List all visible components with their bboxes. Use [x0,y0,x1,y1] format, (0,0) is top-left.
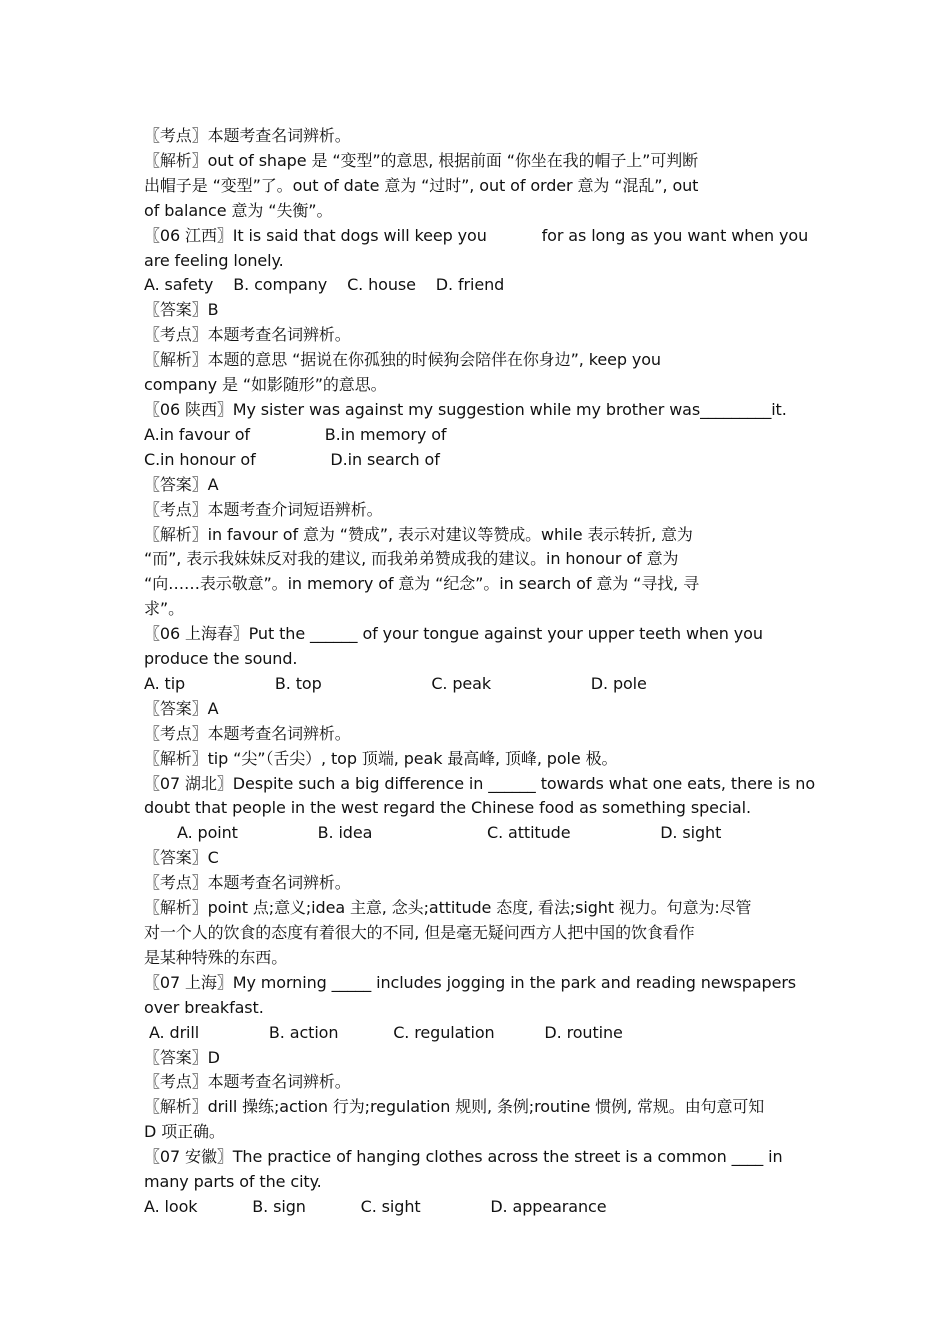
question-07-shanghai: 〖07 上海〗My morning _____ includes jogging in the park and reading newspapers [144,972,797,992]
answer-line: 〖答案〗A [144,698,219,718]
text-line: 对一个人的饮食的态度有着很大的不同, 但是毫无疑问西方人把中国的饮食看作 [144,923,695,942]
text-line: are feeling lonely. [144,250,284,270]
text-line: 出帽子是 “变型”了。out of date 意为 “过时”, out of order 意为 “混乱”, out [144,175,699,195]
text-line: 〖考点〗本题考查介词短语辨析。 [144,499,383,519]
options-line: A.in favour of B.in memory of [144,424,447,444]
text-line: D 项正确。 [144,1122,225,1142]
text-line: over breakfast. [144,997,264,1017]
text-line: 〖解析〗in favour of 意为 “赞成”, 表示对建议等赞成。while 表示转折, 意为 [144,524,693,544]
text-line: 〖考点〗本题考查名词辨析。 [144,1072,351,1092]
text-line: 〖解析〗本题的意思 “据说在你孤独的时候狗会陪伴在你身边”, keep you [144,350,661,370]
options-line: A. drill B. action C. regulation D. routine [144,1022,623,1042]
text-line: 〖解析〗out of shape 是 “变型”的意思, 根据前面 “你坐在我的帽子上”可判断 [144,150,699,170]
question-06-shaanxi: 〖06 陕西〗My sister was against my suggestion while my brother was_________it. [144,399,787,419]
text-line: of balance 意为 “失衡”。 [144,200,333,220]
text-line: company 是 “如影随形”的意思。 [144,375,387,395]
question-06-jiangxi: 〖06 江西〗It is said that dogs will keep you for as long as you want when you [144,225,809,245]
options-line: A. point B. idea C. attitude D. sight [177,823,722,843]
text-line: 〖解析〗drill 操练;action 行为;regulation 规则, 条例;routine 惯例, 常规。由句意可知 [144,1097,765,1117]
answer-line: 〖答案〗C [144,848,219,868]
question-06-shanghai-spring: 〖06 上海春〗Put the ______ of your tongue against your upper teeth when you [144,624,763,644]
answer-line: 〖答案〗A [144,474,219,494]
options-line: A. look B. sign C. sight D. appearance [144,1196,607,1216]
options-line: A. safety B. company C. house D. friend [144,275,505,295]
text-line: produce the sound. [144,649,298,669]
text-line: 〖考点〗本题考查名词辨析。 [144,126,351,145]
text-line: 〖考点〗本题考查名词辨析。 [144,325,351,345]
text-line: 是某种特殊的东西。 [144,947,288,967]
text-line: 〖考点〗本题考查名词辨析。 [144,873,351,893]
text-line: 〖解析〗tip “尖”（舌尖）, top 顶端, peak 最高峰, 顶峰, pole 极。 [144,748,618,768]
answer-line: 〖答案〗D [144,1047,220,1067]
text-line: “向……表示敬意”。in memory of 意为 “纪念”。in search of 意为 “寻找, 寻 [144,574,700,594]
text-line: many parts of the city. [144,1172,322,1192]
text-line: 〖考点〗本题考查名词辨析。 [144,723,351,743]
text-line: doubt that people in the west regard the Chinese food as something special. [144,798,751,818]
answer-line: 〖答案〗B [144,300,219,320]
text-line: “而”, 表示我妹妹反对我的建议, 而我弟弟赞成我的建议。in honour of 意为 [144,549,679,569]
question-07-anhui: 〖07 安徽〗The practice of hanging clothes across the street is a common ____ in [144,1147,783,1167]
text-line: 求”。 [144,599,184,619]
options-line: C.in honour of D.in search of [144,449,440,469]
question-07-hubei: 〖07 湖北〗Despite such a big difference in ______ towards what one eats, there is no [144,773,816,793]
text-line: 〖解析〗point 点;意义;idea 主意, 念头;attitude 态度, 看法;sight 视力。句意为:尽管 [144,898,752,918]
options-line: A. tip B. top C. peak D. pole [144,673,647,693]
